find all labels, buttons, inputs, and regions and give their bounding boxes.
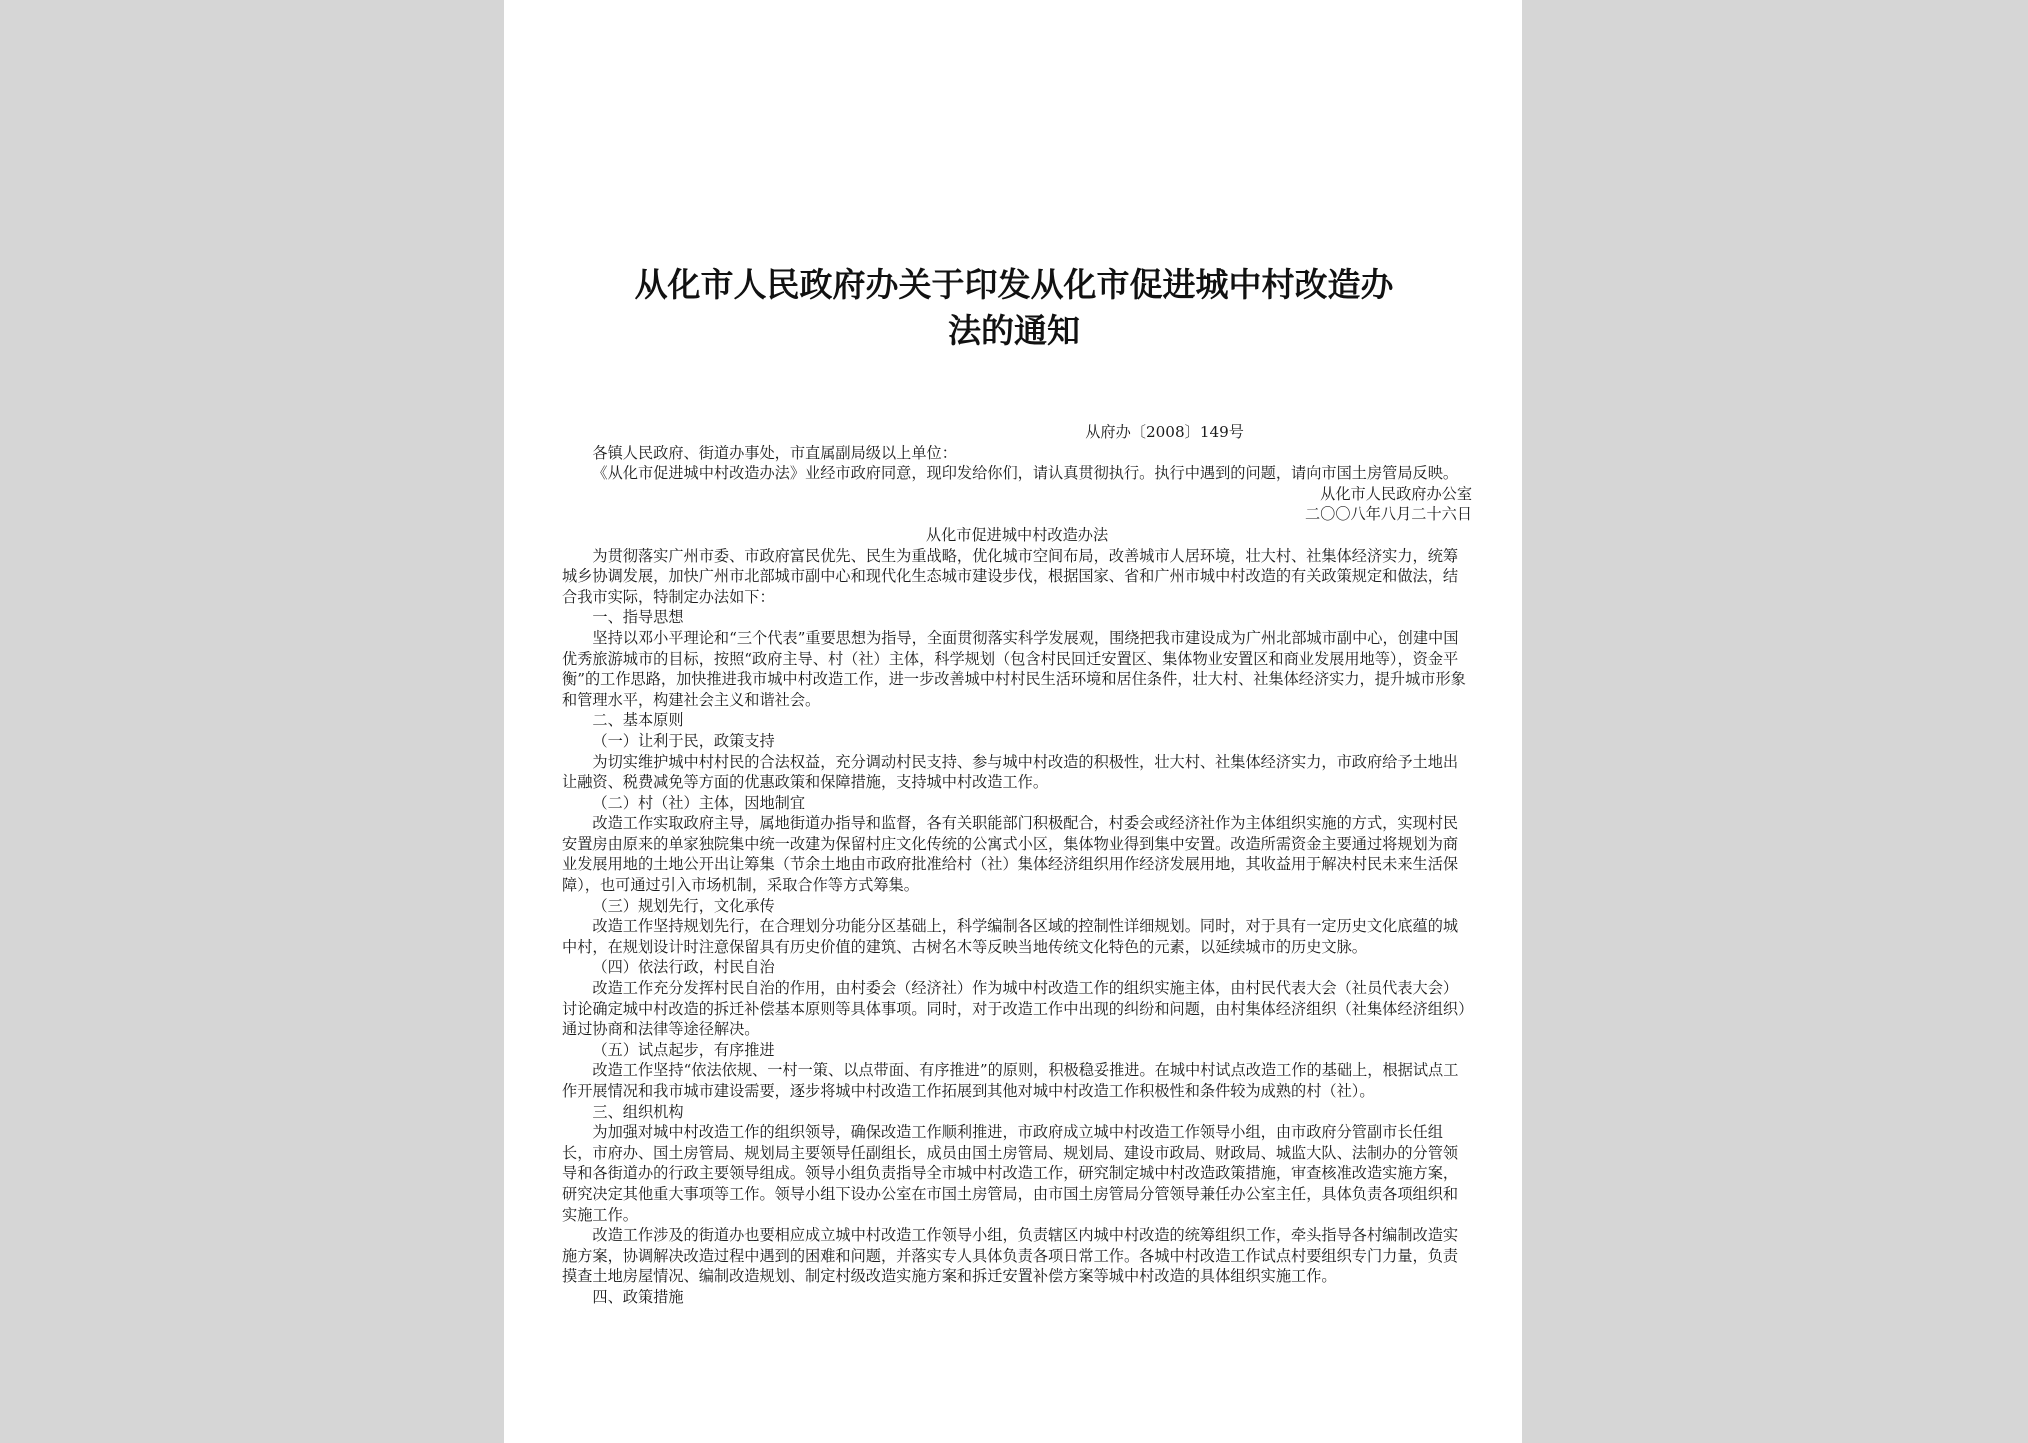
body-paragraph: 四、政策措施 [592, 1287, 684, 1306]
body-paragraph: 三、组织机构 [592, 1102, 684, 1121]
body-paragraph: （一）让利于民，政策支持 [592, 731, 775, 750]
body-paragraph: （五）试点起步，有序推进 [592, 1040, 775, 1059]
measures-content [562, 546, 1472, 1308]
measures-subtitle: 从化市促进城中村改造办法 [925, 525, 1109, 544]
document-title-line-2: 法的通知 [948, 311, 1080, 350]
body-paragraph: 为贯彻落实广州市委、市政府富民优先、民生为重战略，优化城市空间布局，改善城市人居环境，壮大村、社集体经济实力，统筹城乡协调发展，加快广州市北部城市副中心和现代化生态城市建设步伐，根据国家、省和广州市城中村改造的有关政策规定和做法，结合我市实际，特制定办法如下： [562, 546, 1459, 606]
body-paragraph: 改造工作实取政府主导，属地街道办指导和监督，各有关职能部门积极配合，村委会或经济社作为主体组织实施的方式，实现村民安置房由原来的单家独院集中统一改建为保留村庄文化传统的公寓式小区，集体物业得到集中安置。改造所需资金主要通过将规划为商业发展用地的土地公开出让筹集（节余土地由市政府批准给村（社）集体经济组织用作经济发展用地，其收益用于解决村民未来生活保障），也可通过引入市场机制，采取合作等方式筹集。 [562, 814, 1459, 895]
body-paragraph: 改造工作坚持规划先行，在合理划分功能分区基础上，科学编制各区域的控制性详细规划。同时，对于具有一定历史文化底蕴的城中村，在规划设计时注意保留具有历史价值的建筑、古树名木等反映当地传统文化特色的元素，以延续城市的历史文脉。 [562, 917, 1459, 956]
document-page [504, 0, 1522, 1443]
body-paragraph: 改造工作充分发挥村民自治的作用，由村委会（经济社）作为城中村改造工作的组织实施主体，由村民代表大会（社员代表大会）讨论确定城中村改造的拆迁补偿基本原则等具体事项。同时，对于改造工作中出现的纠纷和问题，由村集体经济组织（社集体经济组织）通过协商和法律等途径解决。 [562, 979, 1466, 1039]
notice-intro: 《从化市促进城中村改造办法》业经市政府同意，现印发给你们，请认真贯彻执行。执行中遇到的问题，请向市国土房管局反映。 [592, 464, 1459, 483]
body-paragraph: 改造工作涉及的街道办也要相应成立城中村改造工作领导小组，负责辖区内城中村改造的统筹组织工作，牵头指导各村编制改造实施方案，协调解决改造过程中遇到的困难和问题，并落实专人具体负责各项日常工作。各城中村改造工作试点村要组织专门力量，负责摸查土地房屋情况、编制改造规划、制定村级改造实施方案和拆迁安置补偿方案等城中村改造的具体组织实施工作。 [562, 1226, 1459, 1286]
body-paragraph: 坚持以邓小平理论和“三个代表”重要思想为指导，全面贯彻落实科学发展观，围绕把我市建设成为广州北部城市副中心，创建中国优秀旅游城市的目标，按照“政府主导、村（社）主体，科学规划（包含村民回迁安置区、集体物业安置区和商业发展用地等），资金平衡”的工作思路，加快推进我市城中村改造工作，进一步改善城中村村民生活环境和居住条件，壮大村、社集体经济实力，提升城市形象和管理水平，构建社会主义和谐社会。 [562, 628, 1466, 709]
body-paragraph: 为加强对城中村改造工作的组织领导，确保改造工作顺利推进，市政府成立城中村改造工作领导小组，由市政府分管副市长任组长，市府办、国土房管局、规划局主要领导任副组长，成员由国土房管局、规划局、建设市政局、财政局、城监大队、法制办的分管领导和各街道办的行政主要领导组成。领导小组负责指导全市城中村改造工作，研究制定城中村改造政策措施，审查核准改造实施方案，研究决定其他重大事项等工作。领导小组下设办公室在市国土房管局，由市国土房管局分管领导兼任办公室主任，具体负责各项组织和实施工作。 [562, 1123, 1459, 1224]
body-paragraph: （三）规划先行，文化承传 [592, 896, 775, 915]
document-body [562, 422, 1472, 1308]
body-paragraph: 一、指导思想 [592, 608, 684, 627]
issue-date: 二〇〇八年八月二十六日 [1304, 505, 1472, 524]
body-paragraph: （四）依法行政，村民自治 [592, 958, 775, 977]
body-paragraph: 二、基本原则 [592, 711, 684, 730]
issuing-office: 从化市人民政府办公室 [1320, 484, 1472, 503]
document-number: 从府办〔2008〕149号 [1085, 423, 1244, 441]
document-title-line-1: 从化市人民政府办关于印发从化市促进城中村改造办 [634, 265, 1394, 304]
addressee: 各镇人民政府、街道办事处，市直属副局级以上单位： [592, 443, 957, 462]
body-paragraph: （二）村（社）主体，因地制宜 [592, 793, 806, 812]
body-paragraph: 为切实维护城中村村民的合法权益，充分调动村民支持、参与城中村改造的积极性，壮大村、社集体经济实力，市政府给予土地出让融资、税费减免等方面的优惠政策和保障措施，支持城中村改造工作。 [562, 752, 1459, 792]
document-title [544, 262, 1484, 354]
body-paragraph: 改造工作坚持“依法依规、一村一策、以点带面、有序推进”的原则，积极稳妥推进。在城中村试点改造工作的基础上，根据试点工作开展情况和我市城市建设需要，逐步将城中村改造工作拓展到其他对城中村改造工作积极性和条件较为成熟的村（社）。 [562, 1061, 1459, 1100]
